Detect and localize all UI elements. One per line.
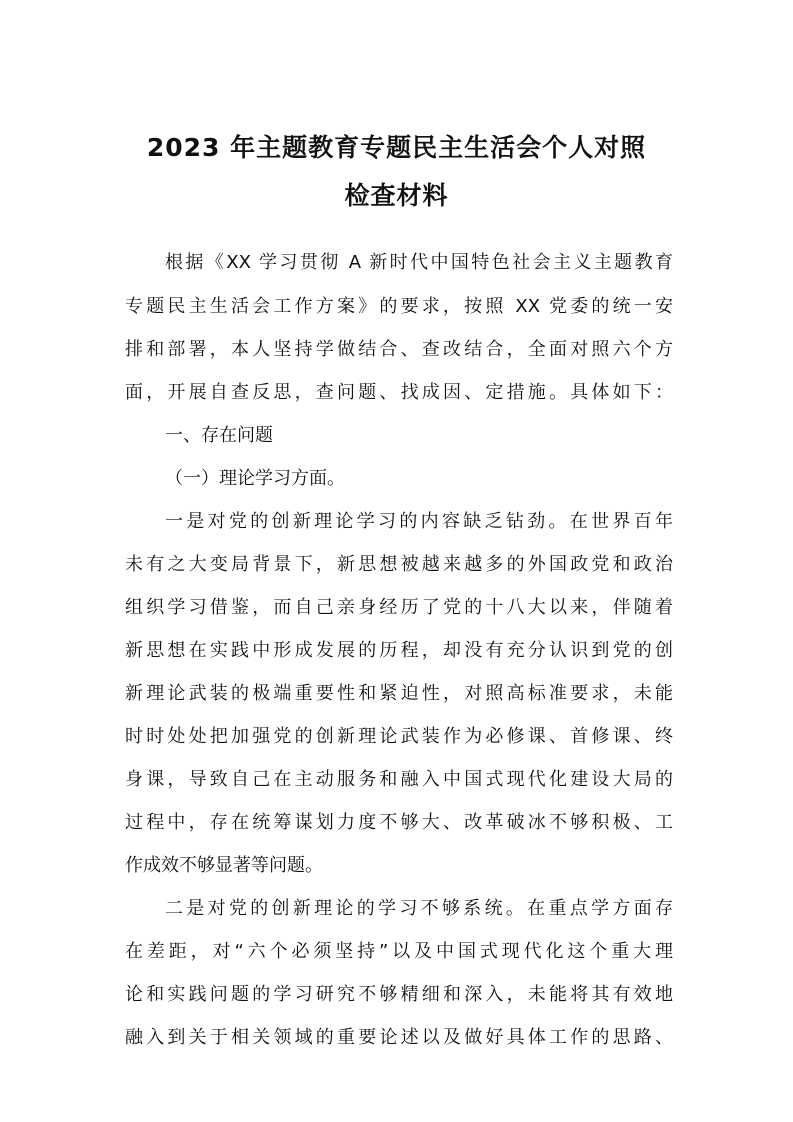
body-line: 专题民主生活会工作方案》的要求，按照 XX 党委的统一安 [125, 296, 673, 317]
body-line: 新思想在实践中形成发展的历程，却没有充分认识到党的创 [125, 640, 673, 661]
body-line: 身课，导致自己在主动服务和融入中国式现代化建设大局的 [125, 769, 673, 790]
body-line: 二是对党的创新理论的学习不够系统。在重点学方面存 [165, 898, 673, 919]
section-heading: 一、存在问题 [165, 425, 273, 446]
body-line: 一是对党的创新理论学习的内容缺乏钻劲。在世界百年 [165, 511, 673, 532]
body-line: 根据《XX 学习贯彻 A 新时代中国特色社会主义主题教育 [165, 252, 673, 273]
body-line: 在差距，对“六个必须坚持”以及中国式现代化这个重大理 [125, 941, 673, 962]
body-line: 过程中，存在统筹谋划力度不够大、改革破冰不够积极、工 [125, 812, 673, 833]
body-line: 组织学习借鉴，而自己亲身经历了党的十八大以来，伴随着 [125, 597, 673, 618]
body-line: 排和部署，本人坚持学做结合、查改结合，全面对照六个方 [125, 339, 673, 360]
subsection-heading: （一）理论学习方面。 [165, 468, 345, 489]
document-title-line-1: 2023 年主题教育专题民主生活会个人对照 [146, 133, 647, 162]
body-line: 作成效不够显著等问题。 [125, 855, 323, 876]
body-line: 时时处处把加强党的创新理论武装作为必修课、首修课、终 [125, 726, 673, 747]
body-line: 新理论武装的极端重要性和紧迫性，对照高标准要求，未能 [125, 683, 673, 704]
body-line: 论和实践问题的学习研究不够精细和深入，未能将其有效地 [125, 984, 673, 1005]
body-line: 未有之大变局背景下，新思想被越来越多的外国政党和政治 [125, 554, 673, 575]
body-line: 融入到关于相关领域的重要论述以及做好具体工作的思路、 [125, 1027, 673, 1048]
body-line: 面，开展自查反思，查问题、找成因、定措施。具体如下： [125, 382, 673, 403]
document-title-line-2: 检查材料 [344, 181, 449, 210]
